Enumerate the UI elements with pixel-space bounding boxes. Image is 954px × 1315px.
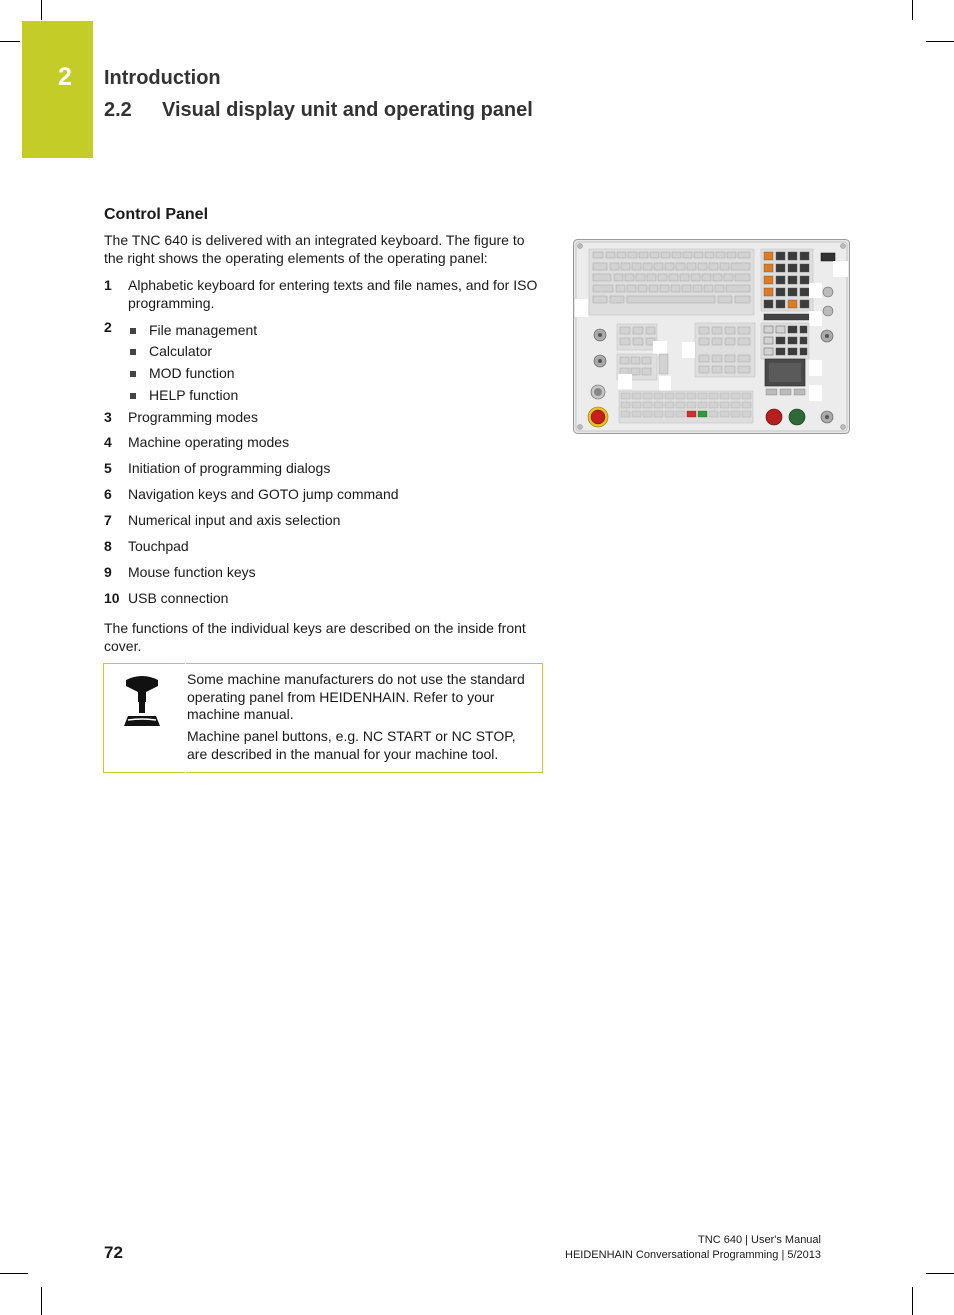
- item-text: Programming modes: [128, 409, 258, 425]
- machine-tool-icon: [122, 674, 162, 730]
- section-number: 2.2: [104, 99, 132, 121]
- bullet-marker: [130, 349, 136, 355]
- crop-mark: [0, 41, 20, 42]
- item-number: 3: [104, 409, 112, 425]
- item-text: Initiation of programming dialogs: [128, 460, 331, 476]
- item-text: Navigation keys and GOTO jump command: [128, 486, 399, 502]
- subsection-heading: Control Panel: [104, 206, 209, 223]
- footer-manual-title: TNC 640 | User's Manual: [698, 1234, 821, 1246]
- item-text: Touchpad: [128, 538, 189, 554]
- crop-mark: [926, 41, 954, 42]
- item-number: 1: [104, 277, 112, 293]
- item-number: 2: [104, 319, 112, 335]
- item-number: 5: [104, 460, 112, 476]
- crop-mark: [912, 0, 913, 20]
- control-panel-illustration: [573, 239, 850, 434]
- bullet-marker: [130, 393, 136, 399]
- section-header: [104, 99, 533, 122]
- bullet-marker: [130, 328, 136, 334]
- item-number: 10: [104, 590, 120, 606]
- item-number: 9: [104, 564, 112, 580]
- note-text: Machine panel buttons, e.g. NC START or NC STOP, are described in the manual for your machine tool.: [187, 728, 516, 762]
- chapter-title: Introduction: [104, 67, 221, 89]
- bullet-text: Calculator: [149, 343, 213, 359]
- item-text: Alphabetic keyboard for entering texts and file names, and for ISO programming.: [128, 277, 538, 311]
- bullet-text: HELP function: [149, 387, 239, 403]
- item-number: 4: [104, 434, 112, 450]
- bullet-text: MOD function: [149, 365, 235, 381]
- closing-paragraph: The functions of the individual keys are described on the inside front cover.: [104, 620, 526, 654]
- note-box: [103, 663, 543, 773]
- crop-mark: [926, 1273, 954, 1274]
- crop-mark: [912, 1287, 913, 1315]
- crop-mark: [41, 0, 42, 20]
- crop-mark: [0, 1273, 28, 1274]
- crop-mark: [41, 1287, 42, 1315]
- item-number: 7: [104, 512, 112, 528]
- item-text: Machine operating modes: [128, 434, 290, 450]
- footer-manual-subtitle: HEIDENHAIN Conversational Programming | 5/2013: [565, 1249, 821, 1261]
- item-text: Mouse function keys: [128, 564, 256, 580]
- bullet-text: File management: [149, 322, 258, 338]
- bullet-marker: [130, 371, 136, 377]
- item-text: Numerical input and axis selection: [128, 512, 341, 528]
- item-number: 8: [104, 538, 112, 554]
- intro-paragraph: The TNC 640 is delivered with an integrated keyboard. The figure to the right shows the operating elements of the operating panel:: [104, 232, 525, 266]
- section-title: Visual display unit and operating panel: [162, 99, 533, 121]
- note-text: Some machine manufacturers do not use the standard operating panel from HEIDENHAIN. Refer to your machine manual.: [187, 671, 525, 722]
- note-divider: [185, 663, 186, 773]
- page-number: 72: [104, 1243, 123, 1262]
- chapter-number: 2: [58, 63, 72, 91]
- item-text: USB connection: [128, 590, 229, 606]
- item-number: 6: [104, 486, 112, 502]
